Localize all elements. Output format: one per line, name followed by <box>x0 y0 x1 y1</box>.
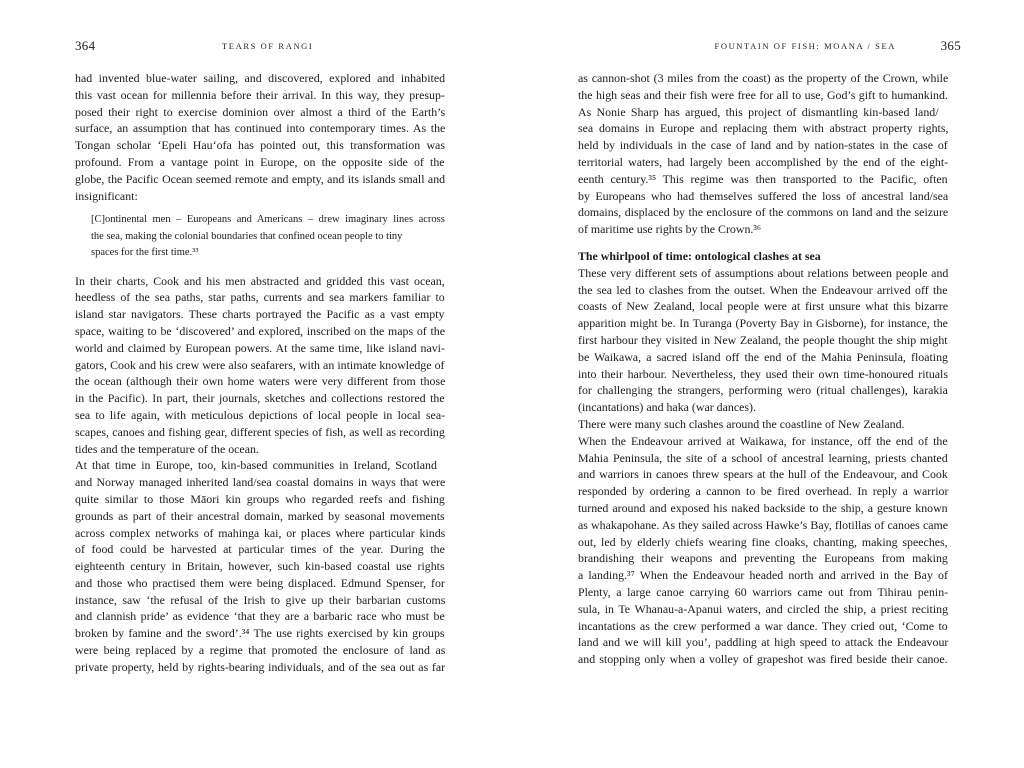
text-line: by Europeans who had themselves suffered the loss of ancestral land/sea <box>578 188 949 203</box>
text-line: private property, held by rights-bearing individuals, and of the sea out as far <box>75 659 446 674</box>
text-line: grounds as part of their ancestral domain, marked by seasonal movements <box>75 508 445 523</box>
text-line: These very different sets of assumptions about relations between people and <box>578 265 949 280</box>
text-line: island star navigators. These charts portrayed the Pacific as a vast empty <box>75 307 445 322</box>
text-line: world and claimed by European powers. At the same time, like island navi- <box>75 340 445 355</box>
text-line: and stopping only when a volley of grapeshot was fired beside their canoe. <box>578 652 948 667</box>
right-page <box>512 0 1024 768</box>
paragraph <box>578 70 948 238</box>
text-line: domains, displaced by the enclosure of the commons on land and the seizure <box>578 205 949 220</box>
text-line: space, waiting to be ‘discovered’ and explored, inscribed on the maps of the <box>75 323 446 338</box>
text-line: first harbour they visited in New Zealand, the people thought the ship might <box>578 332 948 347</box>
text-line: globe, the Pacific Ocean seemed remote and empty, and its islands small and <box>75 171 446 186</box>
text-line: scapes, canoes and fishing gear, different species of fish, as well as recording <box>75 424 445 439</box>
text-line: be Waikawa, a sacred island off the end of the Mahia Peninsula, floating <box>578 349 948 364</box>
paragraph <box>75 70 445 204</box>
running-head: TEARS OF RANGI <box>222 41 314 51</box>
text-line: responded by ordering a cannon to be fired overhead. In reply a warrior <box>578 484 949 499</box>
text-line: of food could be harvested at particular times of the year. During the <box>75 542 445 557</box>
text-line: the high seas and their fish were free for all to use, God’s gift to humankind. <box>578 87 948 102</box>
text-line: profound. From a vantage point in Europe, on the opposite side of the <box>75 154 445 169</box>
text-line: as whakapohane. As they sailed across Hawke’s Bay, flotillas of canoes came <box>578 517 949 532</box>
text-line: land and we will kill you’, paddling at high speed to attack the Endeavour <box>578 635 949 650</box>
text-line: were being replaced by a regime that promoted the enclosure of land as <box>75 643 446 658</box>
text-line: territorial waters, had largely been accomplished by the end of the eight- <box>578 154 949 169</box>
text-line: sea to life again, with meticulous depictions of local people in local sea- <box>75 407 446 422</box>
paragraph <box>578 265 948 668</box>
text-line: had invented blue-water sailing, and discovered, explored and inhabited <box>75 71 446 85</box>
text-line: broken by famine and the sword’.³⁴ The use rights exercised by kin groups <box>75 626 445 641</box>
text-line: and Norway managed inherited land/sea coastal domains in ways that were <box>75 475 446 490</box>
text-line: insignificant: <box>75 188 138 203</box>
text-line: [C]ontinental men – Europeans and Americans – drew imaginary lines across <box>91 214 445 226</box>
text-line: sea domains in Europe and replacing them with abstract property rights, <box>578 121 949 136</box>
text-line: and those who practised them were being displaced. Edmund Spenser, for <box>75 575 445 590</box>
text-line: heedless of the sea paths, star paths, currents and sea markers familiar to <box>75 290 445 305</box>
text-line: turned around and exposed his naked backside to the ship, a gesture known <box>578 500 948 515</box>
text-line: incantations as the crew performed a war dance. They cried out, ‘Come to <box>578 618 948 633</box>
paragraph <box>75 273 445 676</box>
text-line: Plenty, a large canoe carrying 60 warriors came out from Tihirau penin- <box>578 584 949 599</box>
text-line: apparition might be. In Turanga (Poverty Bay in Gisborne), for instance, the <box>578 316 948 331</box>
block-quote <box>91 212 445 261</box>
text-line: and warriors in canoes threw spears at the hull of the Endeavour, and Cook <box>578 467 948 482</box>
page-number: 364 <box>75 38 96 53</box>
text-line: There were many such clashes around the coastline of New Zealand. <box>578 416 905 431</box>
text-line: the sea, making the colonial boundaries that confined ocean people to tiny <box>91 230 403 242</box>
text-line: eighteenth century in Britain, however, such kin-based coastal use rights <box>75 559 445 574</box>
text-line: held by individuals in the case of land and by nation-states in the case of <box>578 138 948 153</box>
text-line: brandishing their weapons and preventing the Europeans from making <box>578 551 948 566</box>
running-head: FOUNTAIN OF FISH: MOANA / SEA <box>714 41 896 51</box>
text-line: As Nonie Sharp has argued, this project of dismantling kin-based land/ <box>578 104 939 119</box>
text-line: spaces for the first time.³³ <box>91 247 199 259</box>
text-line: sula, in Te Whanau-a-Apanui waters, and circled the ship, a priest reciting <box>578 601 949 616</box>
text-line: across complex networks of mahinga kai, or places where particular kinds <box>75 525 446 540</box>
text-line: In their charts, Cook and his men abstracted and gridded this vast ocean, <box>75 273 445 288</box>
text-line: When the Endeavour arrived at Waikawa, for instance, off the end of the <box>578 433 948 448</box>
section-heading-text: The whirlpool of time: ontological clashes at sea <box>578 248 821 263</box>
text-line: quite similar to those Māori kin groups who regarded reefs and fishing <box>75 491 445 506</box>
text-line: instance, saw ‘the refusal of the Irish to give up their barbarian customs <box>75 592 446 607</box>
text-line: coasts of New Zealand, local people were at first unsure what this bizarre <box>578 299 948 314</box>
text-line: (incantations) and haka (war dances). <box>578 400 756 415</box>
text-line: surface, an assumption that has continued into contemporary times. As the <box>75 121 446 136</box>
text-line: eenth century.³⁵ This regime was then transported to the Pacific, often <box>578 171 948 186</box>
page-body <box>578 70 948 668</box>
text-line: out, led by elderly chiefs wearing fine cloaks, chanting, making speeches, <box>578 534 948 549</box>
text-line: in the Pacific). In part, their journals, sketches and collections restored the <box>75 391 445 406</box>
text-line: of maritime use rights by the Crown.³⁶ <box>578 222 762 237</box>
text-line: Tongan scholar ‘Epeli Hau‘ofa has pointed out, this transformation was <box>75 138 445 153</box>
section-heading <box>578 248 948 265</box>
text-line: a landing.³⁷ When the Endeavour headed north and arrived in the Bay of <box>578 568 948 583</box>
page-body <box>75 70 445 676</box>
page-number: 365 <box>940 38 961 53</box>
text-line: posed their right to exercise dominion over almost a third of the Earth’s <box>75 104 446 119</box>
text-line: At that time in Europe, too, kin-based communities in Ireland, Scotland <box>75 458 437 473</box>
text-line: tides and the temperature of the ocean. <box>75 441 259 456</box>
text-line: this vast ocean for millennia before their arrival. In this way, they presup- <box>75 87 445 102</box>
text-line: for challenging the strangers, performing wero (ritual challenges), karakia <box>578 383 948 398</box>
text-line: the ocean (although their own home waters were very different from those <box>75 374 446 389</box>
text-line: and clannish pride’ as evidence ‘that they are a barbaric race who must be <box>75 609 445 624</box>
text-line: gators, Cook and his crew were also seafarers, with an intimate knowledge of <box>75 357 445 372</box>
text-line: into their harbour. Nevertheless, they used their own time-honoured rituals <box>578 366 948 381</box>
text-line: Mahia Peninsula, the site of a school of ancestral learning, priests chanted <box>578 450 948 465</box>
text-line: as cannon-shot (3 miles from the coast) as the property of the Crown, while <box>578 71 949 85</box>
text-line: the sea led to clashes from the outset. When the Endeavour arrived off the <box>578 282 948 297</box>
